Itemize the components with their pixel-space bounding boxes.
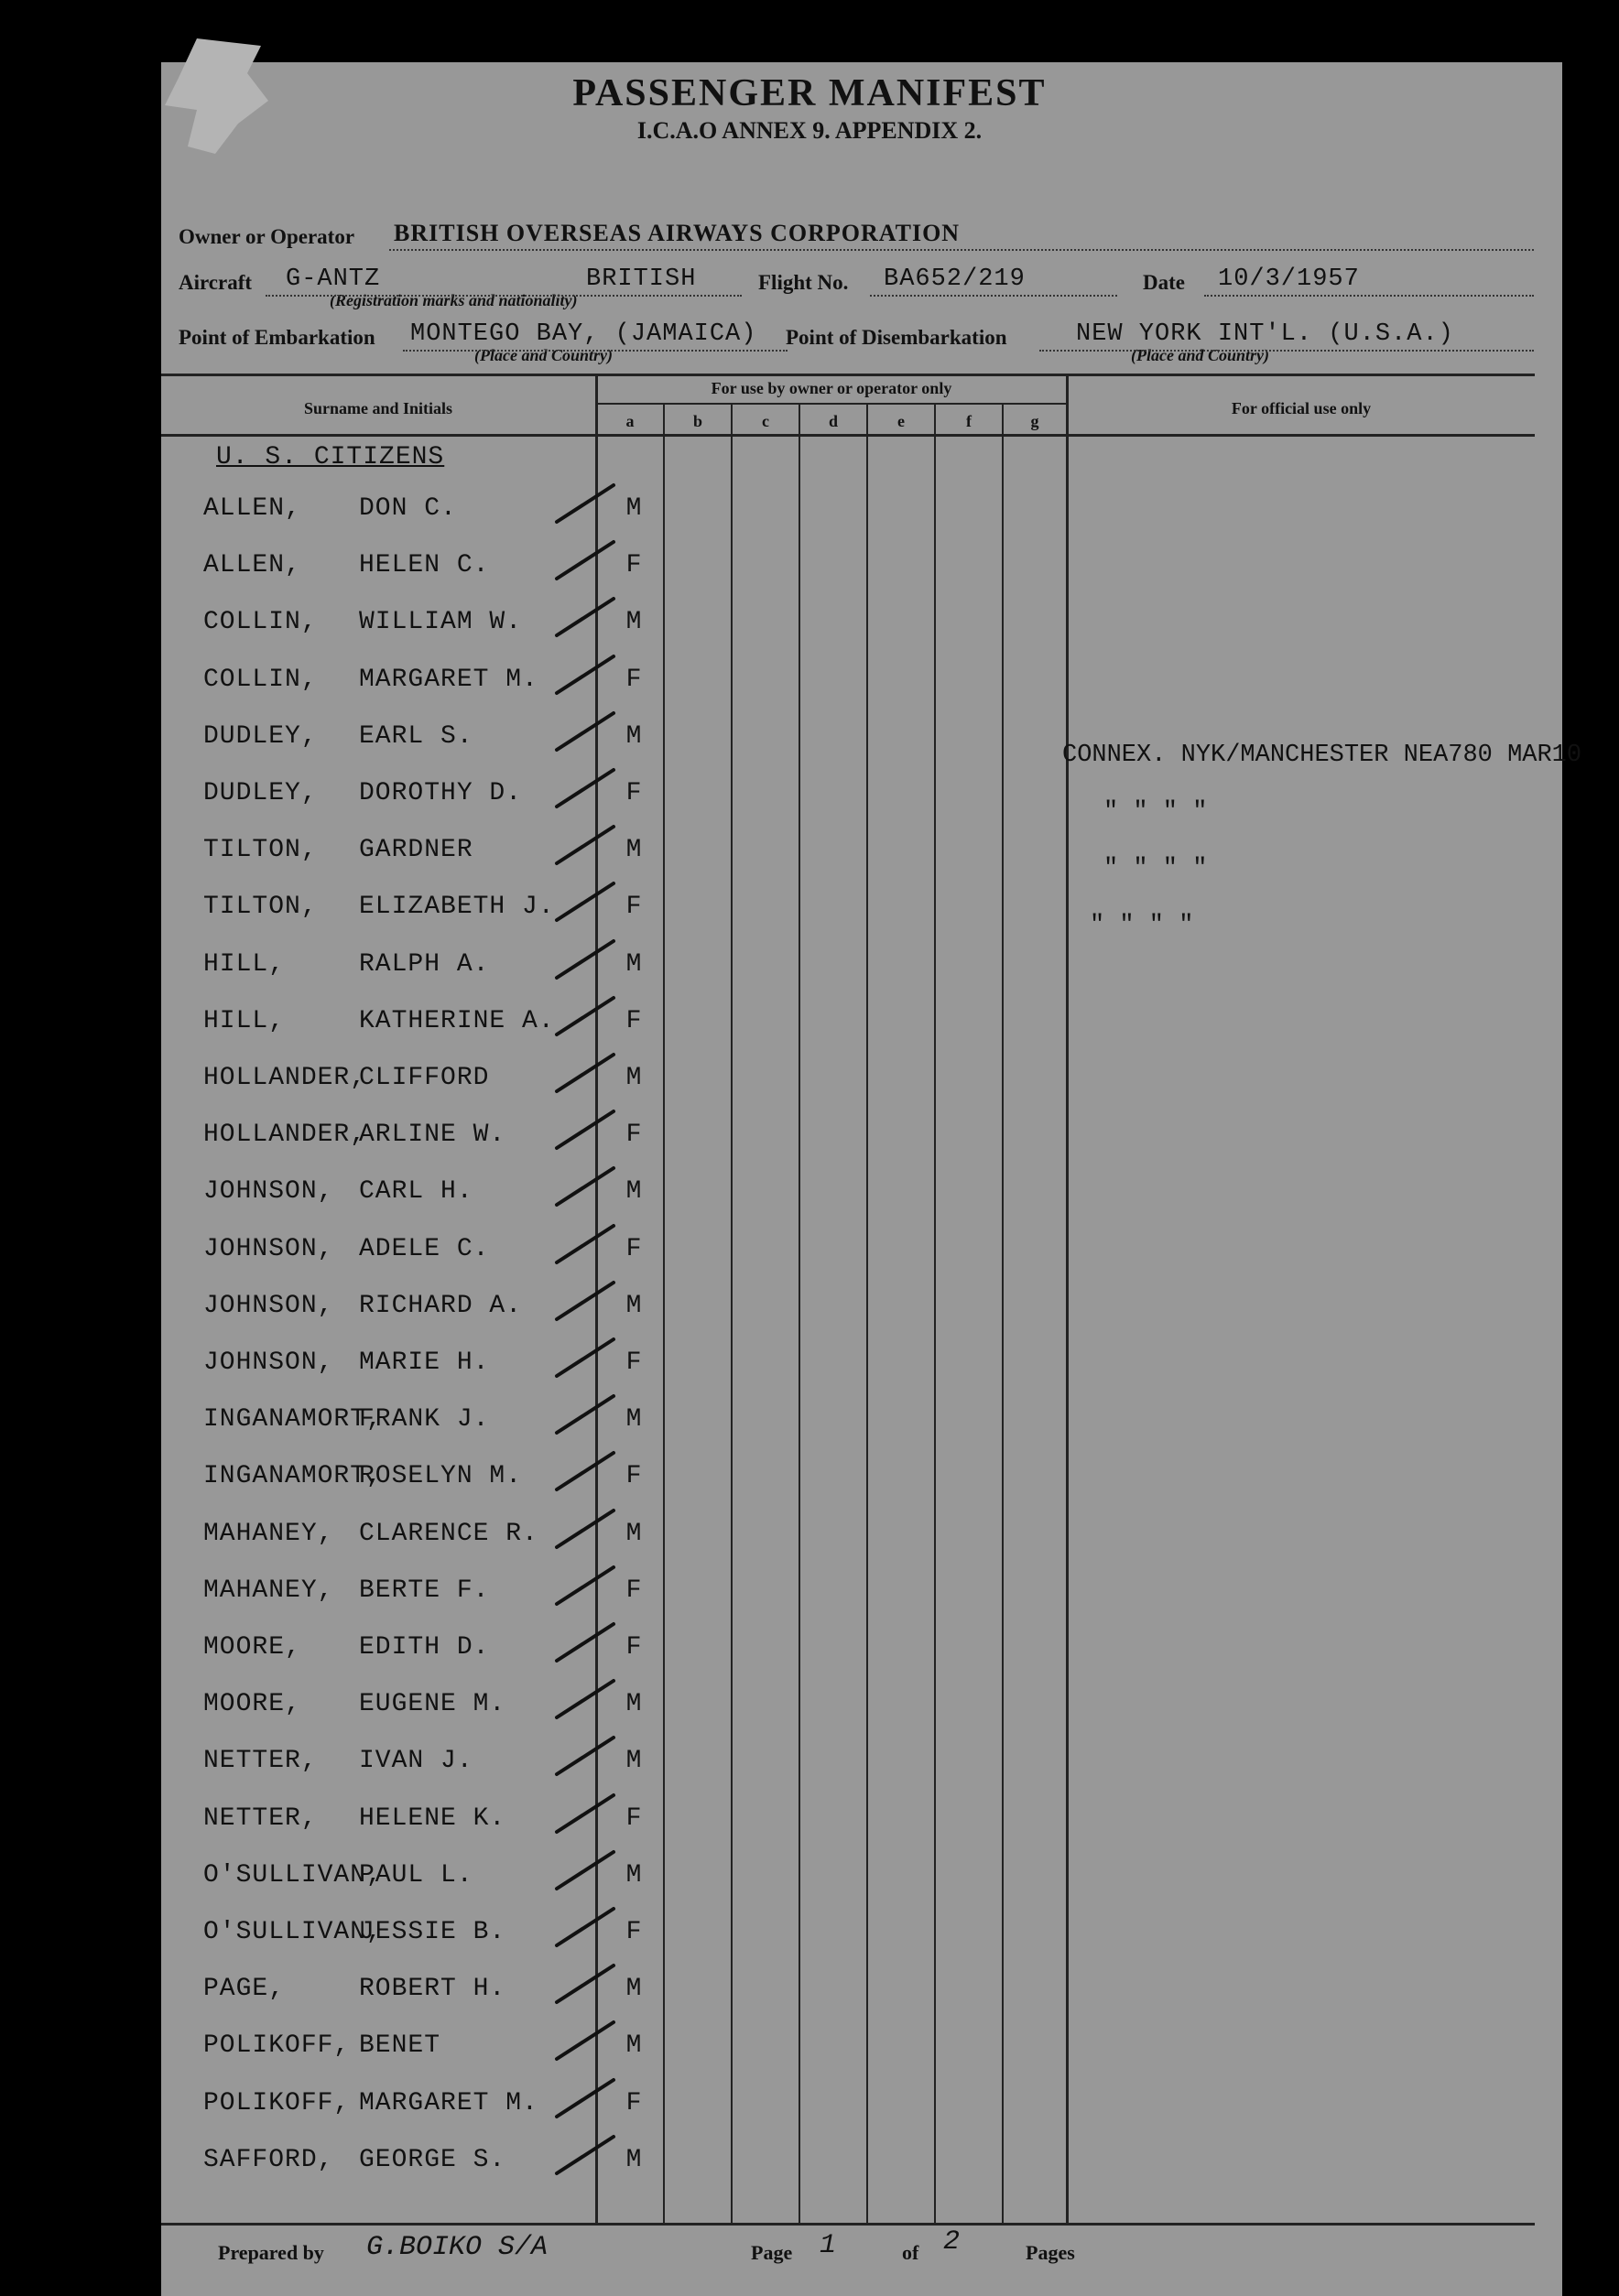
passenger-surname: INGANAMORT, (203, 1405, 383, 1435)
col-c: c (762, 412, 769, 430)
passenger-given-name: EDITH D. (359, 1633, 490, 1662)
passenger-sex: M (625, 1177, 642, 1207)
passenger-sex: M (625, 1519, 642, 1548)
passenger-given-name: ARLINE W. (359, 1121, 506, 1150)
passenger-given-name: GARDNER (359, 836, 473, 865)
passenger-sex: F (625, 665, 642, 694)
passenger-surname: COLLIN, (203, 665, 318, 694)
passenger-surname: ALLEN, (203, 551, 301, 580)
passenger-surname: JOHNSON, (203, 1291, 334, 1320)
table-row (0, 1177, 1619, 1232)
passenger-given-name: CARL H. (359, 1177, 473, 1207)
passenger-surname: NETTER, (203, 1803, 318, 1833)
table-row (0, 1975, 1619, 2030)
passenger-given-name: IVAN J. (359, 1747, 473, 1776)
official-note: " " " " (1103, 798, 1208, 826)
prepared-label: Prepared by (218, 2241, 324, 2264)
col-header-surname: Surname and Initials (303, 399, 453, 417)
embarkation-line (403, 350, 788, 352)
passenger-surname: JOHNSON, (203, 1177, 334, 1207)
passenger-surname: HOLLANDER, (203, 1064, 367, 1092)
table-row (0, 1520, 1619, 1575)
date-label: Date (1143, 271, 1185, 294)
col-header-official: For official use only (1231, 399, 1372, 417)
passenger-sex: F (625, 1234, 642, 1263)
passenger-sex: M (625, 2145, 642, 2174)
passenger-surname: SAFFORD, (203, 2145, 334, 2174)
passenger-given-name: MARGARET M. (359, 2088, 538, 2117)
table-row (0, 1918, 1619, 1973)
passenger-sex: F (625, 1918, 642, 1946)
table-row (0, 2031, 1619, 2086)
col-g: g (1030, 412, 1039, 430)
passenger-surname: COLLIN, (203, 608, 318, 637)
flight-value: BA652/219 (884, 265, 1026, 293)
passenger-given-name: PAUL L. (359, 1860, 473, 1890)
passenger-surname: HOLLANDER, (203, 1121, 367, 1150)
passenger-given-name: BENET (359, 2031, 441, 2061)
pages-label: Pages (1026, 2241, 1075, 2264)
passenger-surname: POLIKOFF, (203, 2088, 351, 2117)
owner-use-rule (597, 403, 1066, 405)
owner-value: BRITISH OVERSEAS AIRWAYS CORPORATION (394, 220, 961, 246)
disembarkation-value: NEW YORK INT'L. (U.S.A.) (1076, 320, 1454, 348)
table-row (0, 1462, 1619, 1517)
col-d: d (828, 412, 838, 430)
table-bottom-rule (161, 2223, 1535, 2226)
table-row (0, 2146, 1619, 2201)
official-note: " " " " (1103, 855, 1208, 883)
table-row (0, 1804, 1619, 1859)
flight-label: Flight No. (758, 271, 849, 294)
passenger-sex: M (625, 2031, 642, 2061)
passenger-sex: F (625, 1348, 642, 1377)
col-header-owner-use: For use by owner or operator only (711, 379, 952, 397)
disembarkation-note: (Place and Country) (1131, 346, 1269, 364)
prepared-value: G.BOIKO S/A (366, 2232, 549, 2263)
passenger-surname: MOORE, (203, 1633, 301, 1662)
embarkation-note: (Place and Country) (474, 346, 613, 364)
passenger-surname: NETTER, (203, 1747, 318, 1776)
col-e: e (897, 412, 905, 430)
passenger-sex: M (625, 1860, 642, 1890)
table-row (0, 1292, 1619, 1347)
table-row (0, 1633, 1619, 1688)
table-row (0, 608, 1619, 663)
official-note: " " " " (1090, 912, 1194, 939)
col-f: f (966, 412, 972, 430)
aircraft-note: (Registration marks and nationality) (330, 291, 578, 309)
passenger-sex: F (625, 1121, 642, 1150)
table-row (0, 836, 1619, 891)
passenger-sex: F (625, 1462, 642, 1491)
passenger-sex: F (625, 2088, 642, 2117)
table-row (0, 1747, 1619, 1802)
passenger-surname: MOORE, (203, 1690, 301, 1719)
passenger-surname: MAHANEY, (203, 1519, 334, 1548)
passenger-given-name: ELIZABETH J. (359, 893, 555, 922)
passenger-surname: O'SULLIVAN, (203, 1918, 383, 1946)
passenger-sex: M (625, 1405, 642, 1435)
passenger-given-name: JESSIE B. (359, 1918, 506, 1946)
passenger-given-name: HELEN C. (359, 551, 490, 580)
page-label: Page (751, 2241, 793, 2264)
passenger-sex: F (625, 551, 642, 580)
passenger-given-name: ROBERT H. (359, 1975, 506, 2004)
flight-line (870, 295, 1117, 297)
passenger-given-name: RICHARD A. (359, 1291, 523, 1320)
passenger-surname: TILTON, (203, 893, 318, 922)
date-value: 10/3/1957 (1218, 265, 1360, 293)
of-label: of (902, 2241, 919, 2264)
passenger-surname: HILL, (203, 949, 286, 979)
passenger-given-name: EUGENE M. (359, 1690, 506, 1719)
passenger-sex: F (625, 1576, 642, 1605)
passenger-surname: DUDLEY, (203, 779, 318, 807)
passenger-surname: DUDLEY, (203, 721, 318, 751)
owner-line (389, 249, 1534, 251)
table-header-rule (161, 434, 1535, 437)
disembarkation-line (1039, 350, 1534, 352)
table-row (0, 893, 1619, 948)
passenger-given-name: EARL S. (359, 721, 473, 751)
aircraft-line (266, 295, 742, 297)
table-row (0, 1007, 1619, 1062)
embarkation-value: MONTEGO BAY, (JAMAICA) (410, 320, 757, 348)
passenger-given-name: CLARENCE R. (359, 1519, 538, 1548)
passenger-given-name: BERTE F. (359, 1576, 490, 1605)
passenger-sex: M (625, 949, 642, 979)
passenger-given-name: HELENE K. (359, 1803, 506, 1833)
passenger-given-name: ROSELYN M. (359, 1462, 523, 1491)
passenger-given-name: ADELE C. (359, 1234, 490, 1263)
passenger-surname: HILL, (203, 1006, 286, 1035)
passenger-surname: ALLEN, (203, 494, 301, 523)
passenger-given-name: GEORGE S. (359, 2145, 506, 2174)
passenger-surname: JOHNSON, (203, 1348, 334, 1377)
passenger-given-name: DON C. (359, 494, 457, 523)
passenger-sex: M (625, 721, 642, 751)
col-a: a (625, 412, 635, 430)
table-row (0, 1690, 1619, 1745)
table-top-rule (161, 374, 1535, 376)
passenger-given-name: FRANK J. (359, 1405, 490, 1435)
passenger-surname: POLIKOFF, (203, 2031, 351, 2061)
passenger-given-name: MARGARET M. (359, 665, 538, 694)
passenger-sex: M (625, 1747, 642, 1776)
passenger-given-name: WILLIAM W. (359, 608, 523, 637)
passenger-given-name: DOROTHY D. (359, 779, 523, 807)
table-row (0, 950, 1619, 1005)
passenger-given-name: KATHERINE A. (359, 1006, 555, 1035)
col-b: b (692, 412, 702, 430)
table-row (0, 666, 1619, 720)
passenger-surname: TILTON, (203, 836, 318, 865)
table-row (0, 1348, 1619, 1403)
table-row (0, 1861, 1619, 1916)
passenger-sex: M (625, 1690, 642, 1719)
table-row (0, 1405, 1619, 1460)
aircraft-label: Aircraft (179, 271, 253, 294)
table-row (0, 1235, 1619, 1290)
passenger-sex: M (625, 494, 642, 523)
passenger-surname: PAGE, (203, 1975, 286, 2004)
passenger-sex: F (625, 893, 642, 922)
passenger-surname: MAHANEY, (203, 1576, 334, 1605)
passenger-given-name: CLIFFORD (359, 1064, 490, 1092)
table-row (0, 1576, 1619, 1631)
table-row (0, 494, 1619, 549)
table-row (0, 551, 1619, 606)
section-heading: U. S. CITIZENS (216, 443, 445, 471)
passenger-sex: F (625, 1633, 642, 1662)
passenger-sex: M (625, 1975, 642, 2004)
table-row (0, 2089, 1619, 2144)
aircraft-nationality: BRITISH (586, 265, 697, 293)
page-title: PASSENGER MANIFEST (572, 72, 1047, 114)
official-note: CONNEX. NYK/MANCHESTER NEA780 MAR10 (1062, 742, 1582, 769)
disembarkation-label: Point of Disembarkation (786, 326, 1007, 349)
table-row (0, 1121, 1619, 1175)
passenger-surname: INGANAMORT, (203, 1462, 383, 1491)
table-row (0, 1064, 1619, 1119)
passenger-sex: M (625, 836, 642, 865)
passenger-given-name: RALPH A. (359, 949, 490, 979)
embarkation-label: Point of Embarkation (179, 326, 375, 349)
passenger-surname: JOHNSON, (203, 1234, 334, 1263)
passenger-sex: F (625, 1803, 642, 1833)
table-row (0, 779, 1619, 834)
date-line (1204, 295, 1534, 297)
passenger-given-name: MARIE H. (359, 1348, 490, 1377)
owner-label: Owner or Operator (179, 225, 355, 248)
passenger-sex: F (625, 1006, 642, 1035)
page-subtitle: I.C.A.O ANNEX 9. APPENDIX 2. (636, 117, 983, 144)
passenger-sex: F (625, 779, 642, 807)
passenger-sex: M (625, 608, 642, 637)
passenger-surname: O'SULLIVAN, (203, 1860, 383, 1890)
passenger-sex: M (625, 1064, 642, 1092)
of-value: 2 (943, 2226, 961, 2258)
passenger-sex: M (625, 1291, 642, 1320)
aircraft-registration: G-ANTZ (286, 265, 381, 293)
page-value: 1 (820, 2230, 837, 2261)
